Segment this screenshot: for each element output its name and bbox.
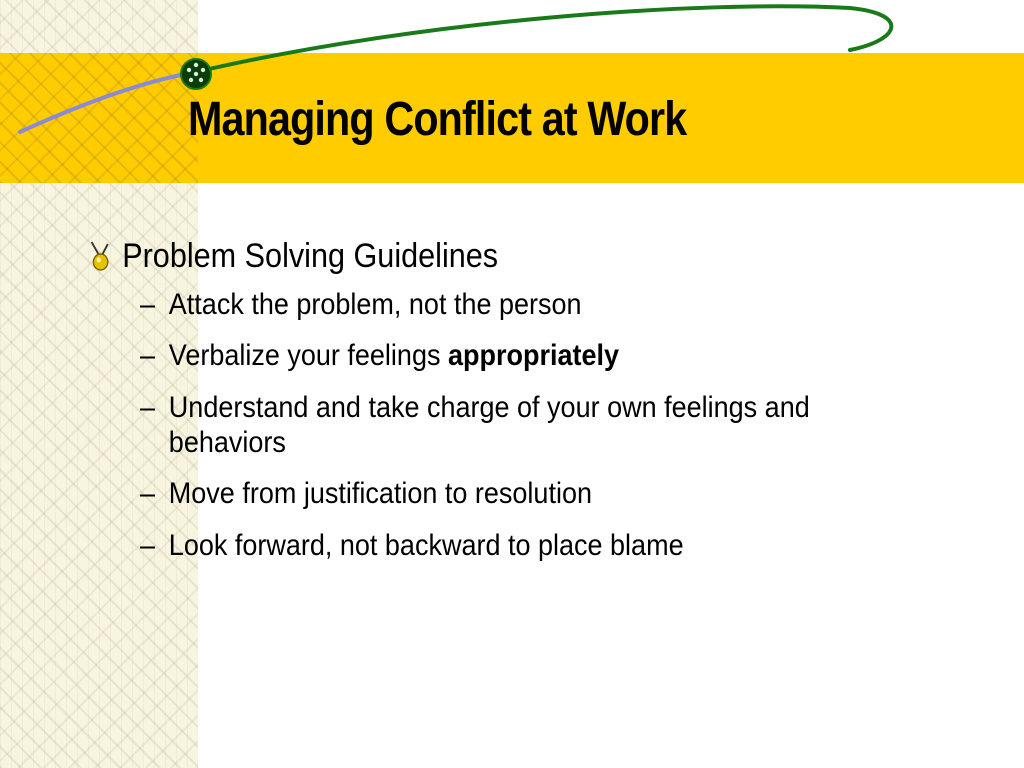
slide-title: Managing Conflict at Work <box>188 93 687 146</box>
sub-bullet-list <box>88 287 908 563</box>
content-body <box>88 236 908 579</box>
dash-marker: – <box>140 477 156 511</box>
main-bullet <box>88 236 826 277</box>
sub-bullet-item <box>140 476 831 511</box>
sub-bullet-text-wrapper <box>169 338 831 373</box>
sub-bullet-text: Move from justification to resolution <box>168 477 592 511</box>
sun-bullet-icon <box>88 240 113 272</box>
dotted-circle-icon <box>181 59 211 89</box>
sub-bullet-emphasis: appropriately <box>447 339 620 373</box>
sub-bullet-text: Understand and take charge of your own feelings and behaviors <box>168 390 810 459</box>
sub-bullet-item <box>140 390 831 461</box>
sub-bullet-text: Verbalize your feelings <box>168 339 448 373</box>
dash-marker: – <box>140 339 156 373</box>
dash-marker: – <box>140 287 156 321</box>
sub-bullet-item <box>140 528 831 563</box>
dash-marker: – <box>140 390 156 424</box>
sub-bullet-text: Attack the problem, not the person <box>168 287 582 321</box>
sub-bullet-item <box>140 338 831 373</box>
sub-bullet-item <box>140 287 831 322</box>
dash-marker: – <box>140 528 156 562</box>
main-bullet-label: Problem Solving Guidelines <box>122 237 499 275</box>
sub-bullet-text: Look forward, not backward to place blame <box>168 528 684 562</box>
